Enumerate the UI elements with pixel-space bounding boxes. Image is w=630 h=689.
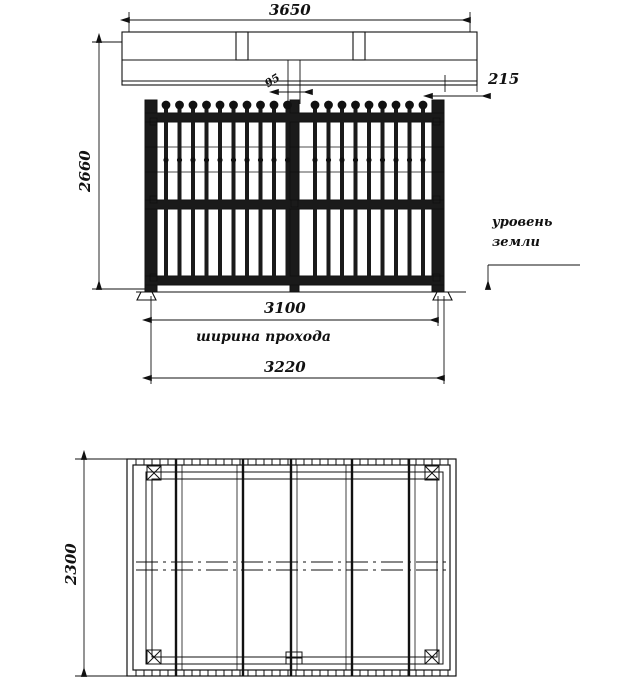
top-view — [75, 459, 456, 676]
plan-centre-latch — [286, 652, 302, 664]
caption-ground-level-line1: уровень — [492, 215, 553, 230]
dimension-label-overall-height: 2660 — [76, 150, 94, 192]
header-beam — [122, 32, 477, 85]
front-view — [92, 12, 580, 384]
dimension-label-clear-opening: 3100 — [264, 299, 306, 317]
dimension-label-overall-width: 3650 — [269, 1, 311, 19]
dimension-label-post-offset: 215 — [488, 70, 520, 88]
dimension-label-center-gap: 95 — [262, 71, 283, 91]
caption-opening-width: ширина прохода — [196, 329, 331, 345]
ground-level-leader — [488, 265, 580, 289]
dimension-overall-depth — [75, 459, 130, 676]
plan-inner-panels — [146, 472, 443, 664]
plan-corner-plates — [147, 466, 439, 664]
plan-bay-divider-thin — [182, 465, 415, 670]
plan-bay-dividers — [176, 459, 409, 676]
dimension-label-overall-depth: 2300 — [62, 543, 80, 585]
gate-frame — [145, 100, 444, 292]
caption-ground-level-line2: земли — [492, 235, 540, 250]
dimension-label-frame-width: 3220 — [264, 358, 306, 376]
